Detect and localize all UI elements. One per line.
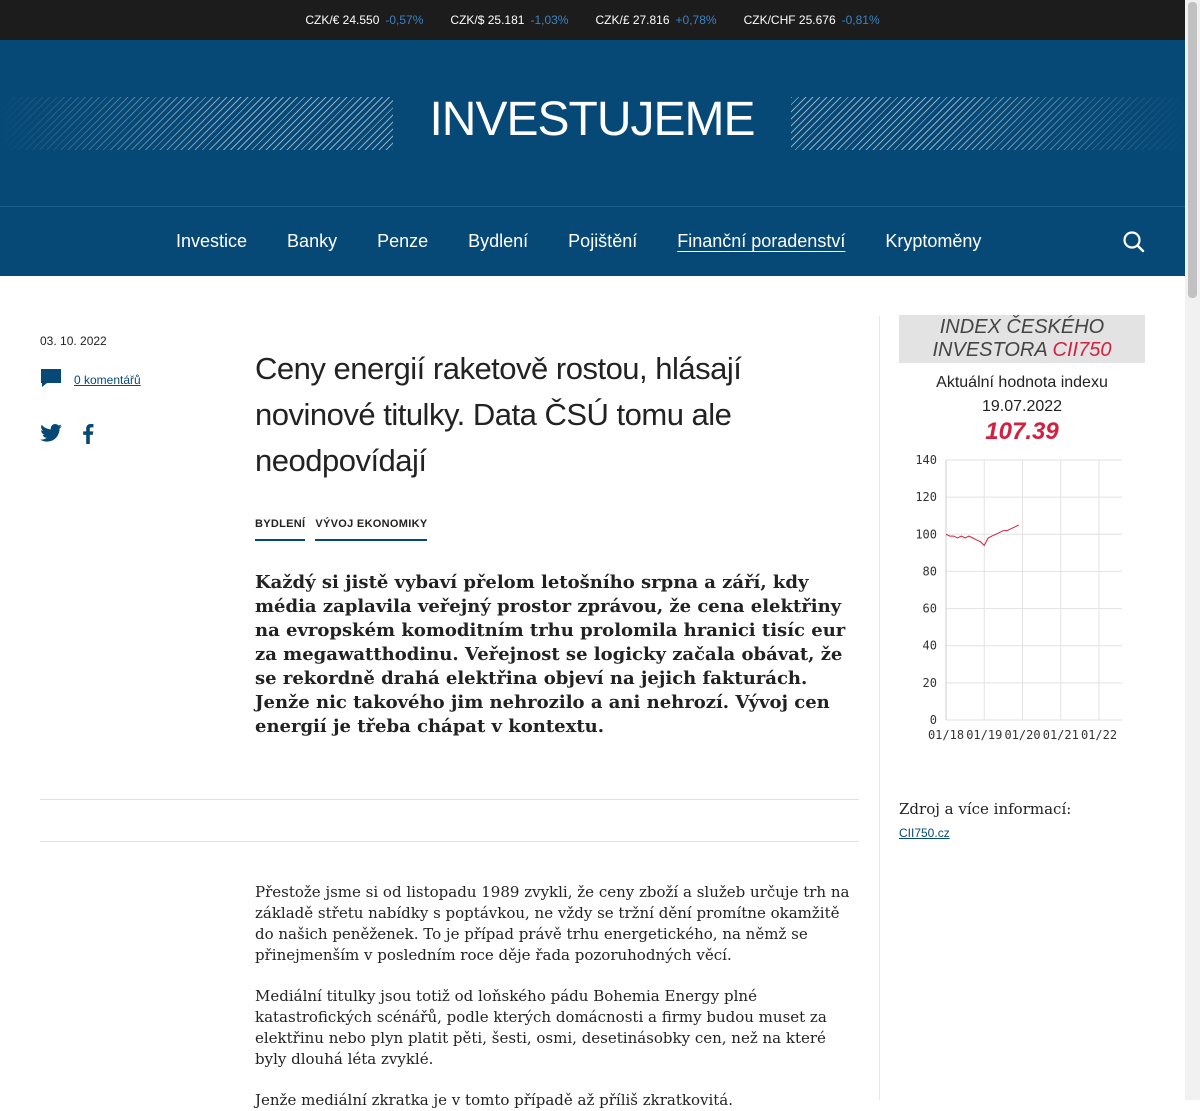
decorative-stripes-right bbox=[791, 97, 1185, 150]
tag-vyvoj-ekonomiky[interactable]: VÝVOJ EKONOMIKY bbox=[315, 518, 427, 541]
ticker-pair: CZK/€ 24.550 bbox=[305, 13, 380, 27]
scrollbar[interactable] bbox=[1185, 0, 1200, 1100]
x-tick-label: 01/19 bbox=[966, 728, 1003, 742]
article-paragraph: Přestože jsme si od listopadu 1989 zvykli, že ceny zboží a služeb určuje trh na základě střetu nabídky s poptávkou, ne vždy se tržní dění promítne okamžitě do našich peněženek. To je případ právě trhu energetického, na němž se přinejmenším v posledním roce děje řada pozoruhodných věcí. bbox=[255, 883, 850, 964]
scrollbar-thumb[interactable] bbox=[1188, 2, 1197, 298]
y-tick-label: 140 bbox=[915, 453, 937, 467]
ticker-item bbox=[595, 13, 716, 27]
search-icon[interactable] bbox=[1122, 230, 1146, 254]
nav-item-financni-poradenstvi[interactable]: Finanční poradenství bbox=[677, 231, 846, 251]
ticker-change: -0,57% bbox=[385, 13, 424, 27]
y-tick-label: 60 bbox=[922, 601, 937, 616]
nav-item-banky[interactable]: Banky bbox=[287, 231, 338, 251]
ticker-pair: CZK/£ 27.816 bbox=[595, 13, 670, 27]
index-subtitle-group bbox=[899, 371, 1145, 419]
x-tick-label: 01/20 bbox=[1004, 728, 1041, 742]
facebook-icon[interactable] bbox=[82, 424, 94, 449]
article-paragraph: Jenže mediální zkratka je v tomto případě až příliš zkratkovitá. bbox=[255, 1091, 734, 1109]
nav-item-investice[interactable]: Investice bbox=[176, 231, 248, 251]
sidebar-divider bbox=[879, 316, 880, 1100]
index-date: 19.07.2022 bbox=[981, 398, 1063, 415]
ticker-item bbox=[305, 13, 423, 27]
ticker-item bbox=[450, 13, 568, 27]
comments-link-group[interactable] bbox=[40, 368, 141, 391]
tag-bydleni[interactable]: BYDLENÍ bbox=[255, 518, 305, 541]
ticker-pair: CZK/CHF 25.676 bbox=[743, 13, 836, 27]
y-tick-label: 20 bbox=[922, 675, 937, 690]
article-tags bbox=[255, 518, 427, 541]
index-widget-heading bbox=[899, 315, 1145, 363]
main-nav bbox=[0, 206, 1185, 276]
divider bbox=[40, 841, 859, 842]
site-logo[interactable]: INVESTUJEME bbox=[429, 93, 755, 146]
ticker-item bbox=[744, 13, 880, 27]
nav-item-kryptomeny[interactable]: Kryptoměny bbox=[885, 231, 982, 251]
comments-link[interactable]: 0 komentářů bbox=[74, 372, 141, 387]
index-subtitle: Aktuální hodnota indexu bbox=[936, 374, 1108, 391]
index-value: 107.39 bbox=[985, 418, 1059, 445]
nav-item-bydleni[interactable]: Bydlení bbox=[468, 231, 529, 251]
index-code: CII750 bbox=[1052, 339, 1112, 361]
site-header bbox=[0, 40, 1185, 206]
heading-line-2 bbox=[899, 339, 1145, 362]
source-link[interactable]: CII750.cz bbox=[899, 826, 950, 840]
comment-icon[interactable] bbox=[40, 368, 62, 391]
ticker-change: -1,03% bbox=[530, 13, 569, 27]
article-date: 03. 10. 2022 bbox=[40, 334, 107, 348]
x-tick-label: 01/22 bbox=[1080, 728, 1118, 742]
x-tick-label: 01/18 bbox=[927, 728, 965, 742]
y-tick-label: 120 bbox=[915, 490, 937, 505]
source-label: Zdroj a více informací: bbox=[899, 800, 1072, 818]
social-share bbox=[40, 424, 94, 449]
nav-item-pojisteni[interactable]: Pojištění bbox=[568, 231, 638, 251]
x-tick-label: 01/21 bbox=[1042, 728, 1079, 742]
twitter-icon[interactable] bbox=[40, 424, 62, 449]
y-tick-label: 40 bbox=[922, 638, 937, 653]
heading-line-1: INDEX ČESKÉHO bbox=[939, 316, 1105, 338]
y-tick-label: 0 bbox=[929, 713, 937, 727]
series-line bbox=[946, 525, 1019, 545]
y-tick-label: 80 bbox=[922, 564, 937, 579]
y-tick-label: 100 bbox=[915, 527, 937, 542]
ticker-pair: CZK/$ 25.181 bbox=[450, 13, 525, 27]
ticker-change: +0,78% bbox=[675, 13, 717, 27]
index-chart bbox=[899, 450, 1145, 750]
currency-ticker bbox=[0, 0, 1185, 40]
article-perex: Každý si jistě vybaví přelom letošního srpna a září, kdy média zaplavila veřejný prostor zprávou, že cena elektřiny na evropském komoditním trhu prolomila hranici tisíc eur za megawatthodinu. Veřejnost se logicky začala obávat, že se rekordně drahá elektřina objeví na jejich fakturách. Jenže nic takového jim nehrozilo a ani nehrozí. Vývoj cen energií je třeba chápat v kontextu. bbox=[255, 572, 846, 737]
divider bbox=[40, 799, 859, 800]
decorative-stripes-left bbox=[0, 97, 393, 150]
article-paragraph: Mediální titulky jsou totiž od loňského pádu Bohemia Energy plné katastrofických scénářů, podle kterých domácnosti a firmy budou muset za elektřinu nebo plyn platit pěti, šesti, osmi, desetinásobky cen, než na které byly dlouhá léta zvyklé. bbox=[255, 987, 827, 1068]
article-title: Ceny energií raketově rostou, hlásají novinové titulky. Data ČSÚ tomu ale neodpovídají bbox=[255, 351, 742, 478]
nav-item-penze[interactable]: Penze bbox=[377, 231, 429, 251]
heading-line-2-text: INVESTORA bbox=[932, 339, 1047, 361]
ticker-change: -0,81% bbox=[841, 13, 880, 27]
